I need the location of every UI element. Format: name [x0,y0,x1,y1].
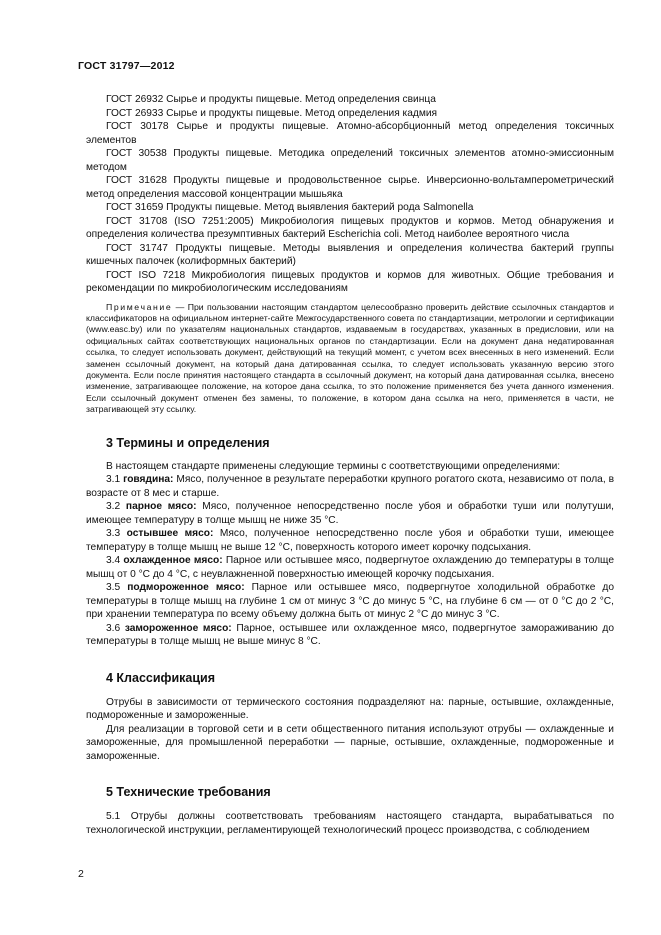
section-heading: 3 Термины и определения [106,435,270,450]
term-definition [86,473,614,500]
term-number: 3.6 [106,622,125,634]
note-text: — При пользовании настоящим стандартом целесообразно проверить действие ссылочных стандартов и классификаторов на официальном интернет-сайте Межгосударственного совета по стандартизации, метрологии и сертификации (www.easc.by) или по указателям национальных стандартов, издаваемым в государствах, указанных в предисловии, или на официальных сайтах соответствующих национальных органов по стандартизации. Если на документ дана недатированная ссылка, то следует использовать документ, действующий на текущий момент, с учетом всех внесенных в него изменений. Если заменен ссылочный документ, на который дана датированная ссылка, то следует использовать указанную версию этого документа. Если после принятия настоящего стандарта в ссылочный документ, на который дана датированная ссылка, внесено изменение, затрагивающее положение, на которое дана ссылка, то это положение применяется без учета данного изменения. Если ссылочный документ отменен без замены, то положение, в котором дана ссылка на него, применяется в части, не затрагивающей эту ссылку. [86,301,614,415]
term-name: охлажденное мясо: [123,555,223,567]
term-definition [86,554,614,581]
document-header: ГОСТ 31797—2012 [78,60,175,72]
term-name: парное мясо: [125,501,197,513]
term-text: Мясо, полученное непосредственно после убоя и обработки туши, имеющее температуру в толще мышц не выше 12 °С, поверхность которого имеет корочку подсыхания. [86,528,615,553]
term-text: Мясо, полученное в результате переработки крупного рогатого скота, независимо от пола, в возрасте от 8 мес и старше. [86,474,615,499]
page-number: 2 [78,868,84,880]
term-text: Парное или остывшее мясо, подвергнутое холодильной обработке до температуры в толще мышц на глубине 1 см от минус 3 °С до минус 5 °С, на глубине 6 см — от 0 °С до 2 °С, при хранении температура по всему объему должна быть от минус 2 °С до минус 3 °С. [86,582,615,621]
page-content [86,93,614,837]
term-text: Парное или остывшее мясо, подвергнутое охлаждению до температуры в толще мышц от 0 °С до 4 °С, с неувлажненной поверхностью имеющей корочку подсыхания. [86,555,614,580]
term-number: 3.4 [106,555,124,567]
reference-item: ГОСТ 30178 Сырье и продукты пищевые. Атомно-абсорбционный метод определения токсичных элементов [86,121,614,146]
reference-item: ГОСТ 26933 Сырье и продукты пищевые. Метод определения кадмия [106,107,438,119]
note [86,302,614,416]
term-definition [86,527,614,554]
reference-item: ГОСТ 31628 Продукты пищевые и продовольственное сырье. Инверсионно-вольтамперометрический метод определения массовой концентрации мышьяка [86,175,614,200]
term-number: 3.3 [106,528,127,540]
term-definition [86,500,614,527]
paragraph: 5.1 Отрубы должны соответствовать требованиям настоящего стандарта, вырабатываться по технологической инструкции, регламентирующей технологический процесс производства, с соблюдением [86,811,614,836]
reference-item: ГОСТ 30538 Продукты пищевые. Методика определений токсичных элементов атомно-эмиссионным методом [86,148,614,173]
reference-item: ГОСТ 31659 Продукты пищевые. Метод выявления бактерий рода Salmonella [106,202,474,213]
reference-item: ГОСТ 26932 Сырье и продукты пищевые. Метод определения свинца [106,94,436,105]
term-number: 3.2 [106,501,126,513]
section-intro: В настоящем стандарте применены следующие термины с соответствующими определениями: [106,460,561,472]
section-heading: 5 Технические требования [106,785,271,800]
reference-item: ГОСТ 31708 (ISO 7251:2005) Микробиология пищевых продуктов и кормов. Метод обнаружения и определения количества презумптивных бактерий Escherichia coli. Метод наиболее вероятного числа [86,215,614,240]
term-text: Парное, остывшее или охлажденное мясо, подвергнутое замораживанию до температуры в толще мышц не выше минус 8 °С. [86,622,614,648]
term-definition [86,581,614,622]
section-heading: 4 Классификация [106,670,216,685]
paragraph: Для реализации в торговой сети и в сети общественного питания используют отрубы — охлажденные и замороженные, для промышленной переработки — парные, остывшие, охлажденные, подмороженные и замороженные. [86,723,614,762]
reference-item: ГОСТ ISO 7218 Микробиология пищевых продуктов и кормов для животных. Общие требования и рекомендации по микробиологическим исследованиям [86,269,614,294]
term-name: говядина: [123,474,174,486]
term-definition [86,622,614,649]
term-number: 3.5 [106,582,128,594]
term-number: 3.1 [106,474,124,486]
term-name: остывшее мясо: [126,528,214,540]
reference-item: ГОСТ 31747 Продукты пищевые. Методы выявления и определения количества бактерий группы кишечных палочек (колиформных бактерий) [86,242,614,267]
term-name: замороженное мясо: [124,622,232,634]
paragraph: Отрубы в зависимости от термического состояния подразделяют на: парные, остывшие, охлажденные, подмороженные и замороженные. [86,696,614,722]
term-name: подмороженное мясо: [127,582,245,594]
term-text: Мясо, полученное непосредственно после убоя и обработки туши или полутуши, имеющее температуру в толще мышц не ниже 35 °С. [86,501,614,526]
note-label: Примечание [106,301,173,312]
